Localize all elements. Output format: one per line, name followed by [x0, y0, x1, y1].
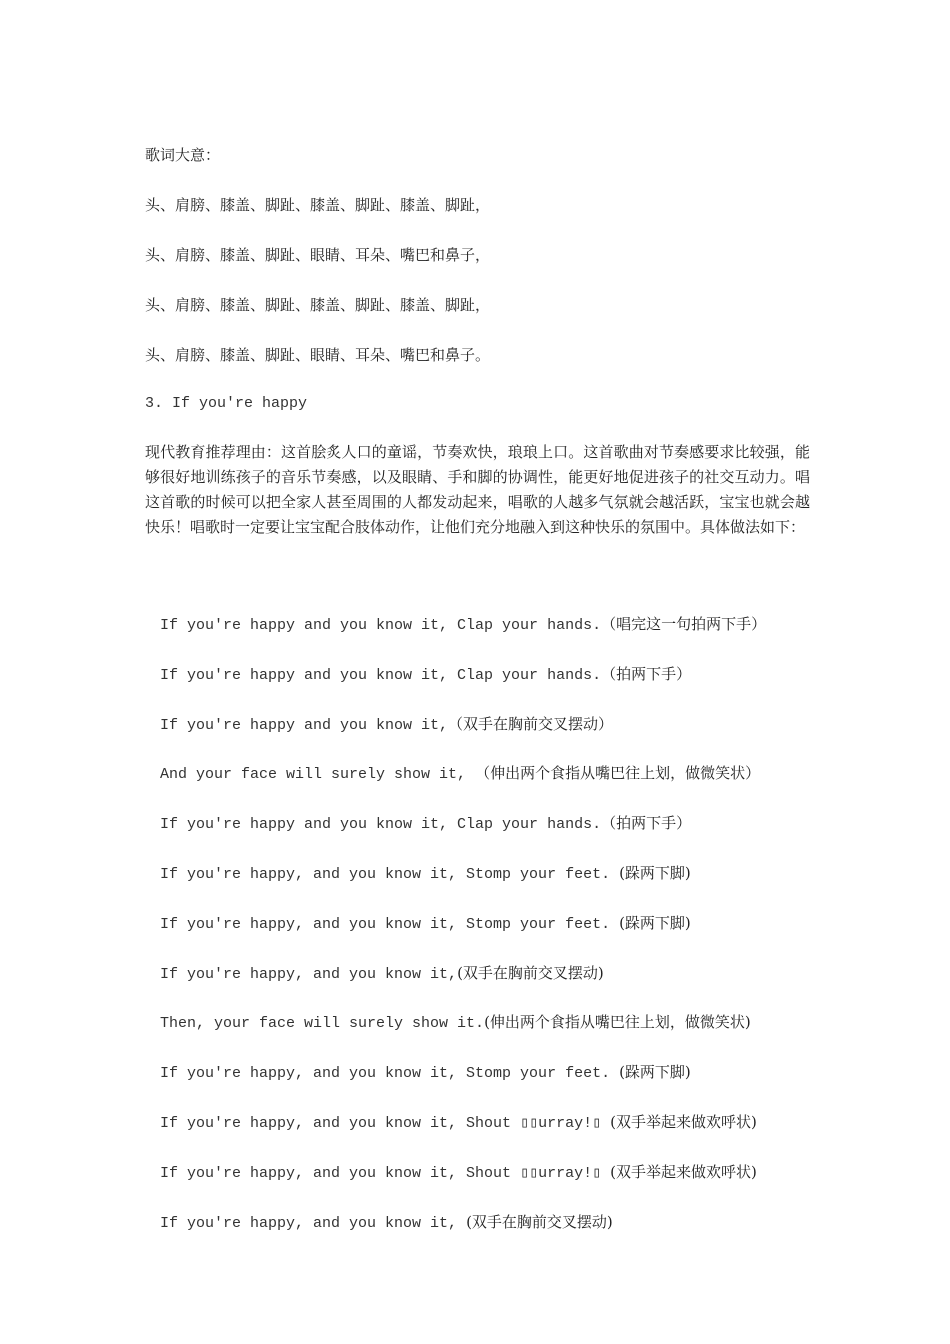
song-lyric: If you're happy, and you know it, Shout ▯▯urray!▯: [160, 1165, 611, 1182]
recommendation-paragraph: 现代教育推荐理由：这首脍炙人口的童谣，节奏欢快，琅琅上口。这首歌曲对节奏感要求比较强，能够很好地训练孩子的音乐节奏感，以及眼睛、手和脚的协调性，能更好地促进孩子的社交互动力。唱这首歌的时候可以把全家人甚至周围的人都发动起来，唱歌的人越多气氛就会越活跃，宝宝也就会越快乐！唱歌时一定要让宝宝配合肢体动作，让他们充分地融入到这种快乐的氛围中。具体做法如下：: [145, 443, 810, 536]
translation-line: 头、肩膀、膝盖、脚趾、眼睛、耳朵、嘴巴和鼻子，: [145, 246, 491, 264]
song-action: （双手在胸前交叉摆动）: [448, 715, 614, 733]
song-lyric: If you're happy, and you know it, Stomp your feet.: [160, 866, 620, 883]
song-lyric: If you're happy and you know it,: [160, 717, 449, 734]
song-action: （拍两下手）: [601, 665, 692, 683]
song-action: （拍两下手）: [601, 814, 692, 832]
song-lyric: If you're happy, and you know it, Shout ▯▯urray!▯: [160, 1115, 611, 1132]
translation-line: 头、肩膀、膝盖、脚趾、眼睛、耳朵、嘴巴和鼻子。: [145, 346, 491, 364]
song-action: （伸出两个食指从嘴巴往上划，做微笑状）: [475, 764, 761, 782]
song-line: [145, 1192, 613, 1254]
song-lyric: If you're happy and you know it, Clap your hands.: [160, 816, 602, 833]
translation-line: 头、肩膀、膝盖、脚趾、膝盖、脚趾、膝盖、脚趾，: [145, 196, 491, 214]
song-lyric: If you're happy, and you know it, Stomp your feet.: [160, 1065, 620, 1082]
song-lyric: If you're happy and you know it, Clap your hands.: [160, 617, 602, 634]
song-action: (伸出两个食指从嘴巴往上划，做微笑状): [484, 1013, 751, 1031]
translation-line: 头、肩膀、膝盖、脚趾、膝盖、脚趾、膝盖、脚趾，: [145, 296, 491, 314]
song-lyric: If you're happy, and you know it,: [160, 966, 458, 983]
song-action: (跺两下脚): [619, 1063, 691, 1081]
lyrics-heading: 歌词大意：: [145, 146, 221, 164]
song-lyric: And your face will surely show it,: [160, 766, 476, 783]
song-action: (双手在胸前交叉摆动): [457, 964, 604, 982]
song-lyric: If you're happy, and you know it, Stomp your feet.: [160, 916, 620, 933]
song-lyric: If you're happy, and you know it,: [160, 1215, 467, 1232]
section-title: 3. If you're happy: [145, 395, 308, 412]
song-action: (双手举起来做欢呼状): [610, 1113, 757, 1131]
song-lyric: Then, your face will surely show it.: [160, 1015, 485, 1032]
song-action: （唱完这一句拍两下手）: [601, 615, 767, 633]
song-action: (双手举起来做欢呼状): [610, 1163, 757, 1181]
song-lyric: If you're happy and you know it, Clap your hands.: [160, 667, 602, 684]
song-action: (双手在胸前交叉摆动): [466, 1213, 613, 1231]
song-action: (跺两下脚): [619, 914, 691, 932]
song-action: (跺两下脚): [619, 864, 691, 882]
